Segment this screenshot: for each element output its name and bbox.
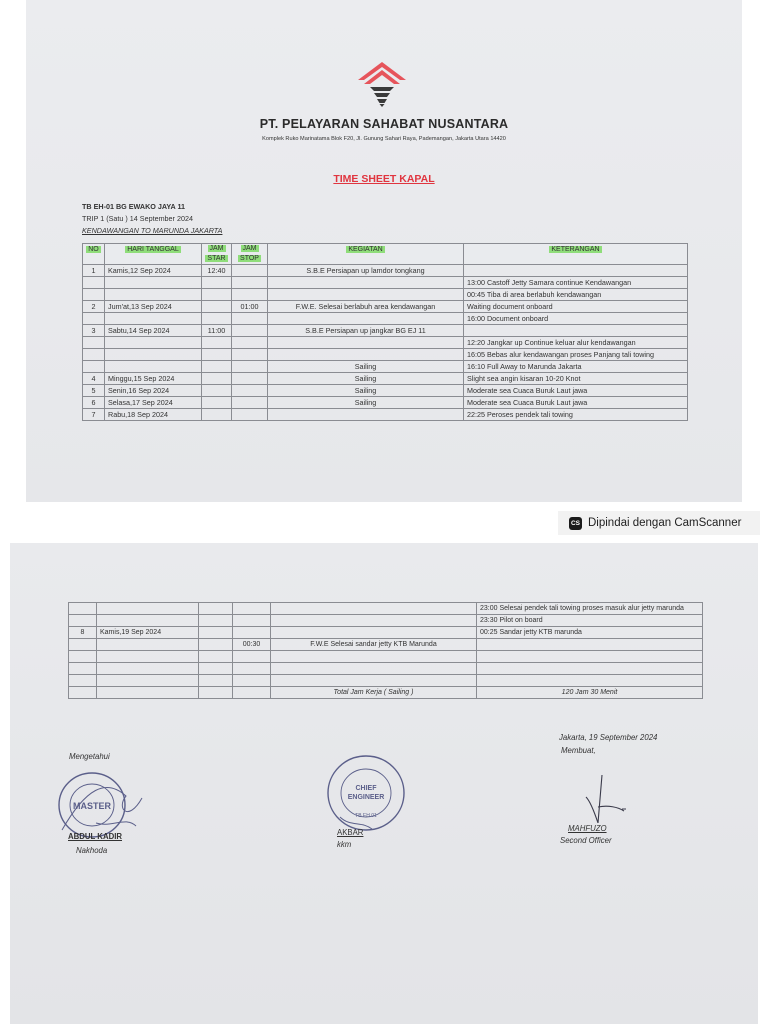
chief-engineer-name: AKBAR <box>337 828 364 837</box>
cell-stop <box>233 603 271 615</box>
table-row <box>83 349 688 361</box>
cell-start: 11:00 <box>202 325 232 337</box>
total-label: Total Jam Kerja ( Sailing ) <box>271 687 477 699</box>
cell-date <box>105 337 202 349</box>
master-role: Nakhoda <box>76 846 108 855</box>
document-title: TIME SHEET KAPAL <box>333 173 435 185</box>
cell-date: Sabtu,14 Sep 2024 <box>105 325 202 337</box>
cell-activity <box>268 313 464 325</box>
cell-start <box>199 615 233 627</box>
cell-stop: 01:00 <box>232 301 268 313</box>
cell-start <box>199 639 233 651</box>
cell-no: 2 <box>83 301 105 313</box>
cell-activity <box>268 349 464 361</box>
cell-date: Selasa,17 Sep 2024 <box>105 397 202 409</box>
cell-no <box>83 349 105 361</box>
svg-text:ENGINEER: ENGINEER <box>347 794 385 801</box>
cell-no: 1 <box>83 265 105 277</box>
table-row <box>69 663 703 675</box>
cell-date: Kamis,12 Sep 2024 <box>105 265 202 277</box>
table-row <box>83 409 688 421</box>
master-name: ABDUL KADIR <box>68 832 122 841</box>
cell-remarks: 16:00 Document onboard <box>464 313 688 325</box>
trip-info: TRIP 1 (Satu ) 14 September 2024 <box>82 214 193 223</box>
cell-start <box>202 337 232 349</box>
cell-remarks: Moderate sea Cuaca Buruk Laut jawa <box>464 385 688 397</box>
cell-start <box>202 277 232 289</box>
cell-no <box>83 337 105 349</box>
cell-stop: 00:30 <box>233 639 271 651</box>
cell-no: 8 <box>69 627 97 639</box>
cell-date <box>97 615 199 627</box>
camscanner-badge <box>558 511 760 535</box>
cell-activity: S.B.E Persiapan up lamdor tongkang <box>268 265 464 277</box>
cell-remarks: 16:05 Bebas alur kendawangan proses Panjang tali towing <box>464 349 688 361</box>
table-row <box>83 265 688 277</box>
cell-no <box>83 277 105 289</box>
time-sheet-page-1 <box>26 0 742 502</box>
cell-start <box>199 627 233 639</box>
cell-date <box>97 639 199 651</box>
cell-activity: F.W.E Selesai sandar jetty KTB Marunda <box>271 639 477 651</box>
table-row <box>83 373 688 385</box>
cell-start <box>199 603 233 615</box>
table-row <box>83 385 688 397</box>
table-row <box>83 337 688 349</box>
cell-stop <box>232 325 268 337</box>
table-row <box>69 651 703 663</box>
cell-remarks <box>464 325 688 337</box>
cell-activity <box>268 277 464 289</box>
camscanner-text: Dipindai dengan CamScanner <box>588 517 742 529</box>
cell-activity <box>271 603 477 615</box>
cell-stop <box>232 337 268 349</box>
cell-activity: Sailing <box>268 385 464 397</box>
cell-start <box>202 301 232 313</box>
total-value: 120 Jam 30 Menit <box>477 687 703 699</box>
cell-stop <box>232 313 268 325</box>
cell-stop <box>233 663 271 675</box>
total-row <box>69 687 703 699</box>
cell-stop <box>232 409 268 421</box>
cell-remarks: 12:20 Jangkar up Continue keluar alur kendawangan <box>464 337 688 349</box>
cell-activity <box>268 289 464 301</box>
cell-start <box>202 289 232 301</box>
header-remarks: KETERANGAN <box>464 244 688 265</box>
cell-date <box>97 651 199 663</box>
cell-date <box>97 663 199 675</box>
table-row <box>83 289 688 301</box>
cell-remarks: 00:45 Tiba di area berlabuh kendawangan <box>464 289 688 301</box>
timesheet-table <box>82 243 688 421</box>
cell-remarks: Waiting document onboard <box>464 301 688 313</box>
cell-activity <box>268 409 464 421</box>
time-sheet-page-2 <box>10 543 758 1024</box>
cell-start <box>199 675 233 687</box>
table-row <box>69 639 703 651</box>
table-row <box>69 627 703 639</box>
cell-stop <box>232 397 268 409</box>
cell-remarks <box>477 663 703 675</box>
cell-no: 3 <box>83 325 105 337</box>
company-logo-icon <box>356 60 408 108</box>
cell-activity: Sailing <box>268 373 464 385</box>
cell-no <box>69 639 97 651</box>
cell-activity <box>271 675 477 687</box>
table-row <box>69 615 703 627</box>
cell-start <box>202 409 232 421</box>
cell-remarks: 00:25 Sandar jetty KTB marunda <box>477 627 703 639</box>
cell-date <box>105 277 202 289</box>
cell-activity: Sailing <box>268 397 464 409</box>
cell-stop <box>233 627 271 639</box>
table-row <box>83 277 688 289</box>
cell-date <box>97 603 199 615</box>
cell-stop <box>232 277 268 289</box>
table-row <box>83 361 688 373</box>
cell-date <box>105 349 202 361</box>
second-officer-signature-icon <box>582 771 642 831</box>
cell-no <box>83 289 105 301</box>
svg-text:MASTER: MASTER <box>73 801 111 811</box>
cell-start <box>202 373 232 385</box>
cell-activity: Sailing <box>268 361 464 373</box>
cell-remarks: 13:00 Castoff Jetty Samara continue Kendawangan <box>464 277 688 289</box>
cell-activity <box>271 651 477 663</box>
cell-no: 7 <box>83 409 105 421</box>
vessel-name: TB EH-01 BG EWAKO JAYA 11 <box>82 202 186 211</box>
cell-no <box>69 651 97 663</box>
cell-no <box>69 615 97 627</box>
cell-stop <box>232 265 268 277</box>
table-row <box>83 313 688 325</box>
cell-stop <box>232 373 268 385</box>
table-header-row <box>83 244 688 265</box>
route-info: KENDAWANGAN TO MARUNDA JAKARTA <box>82 226 223 235</box>
cell-remarks <box>477 651 703 663</box>
table-row <box>83 397 688 409</box>
cell-no <box>83 361 105 373</box>
svg-text:TB EH 01: TB EH 01 <box>355 813 377 819</box>
cell-date: Rabu,18 Sep 2024 <box>105 409 202 421</box>
cell-remarks <box>477 639 703 651</box>
cell-remarks: Moderate sea Cuaca Buruk Laut jawa <box>464 397 688 409</box>
cell-stop <box>233 651 271 663</box>
cell-start <box>202 361 232 373</box>
chief-engineer-role: kkm <box>337 840 352 849</box>
place-date: Jakarta, 19 September 2024 <box>559 733 658 742</box>
cell-date: Jum'at,13 Sep 2024 <box>105 301 202 313</box>
cell-date: Minggu,15 Sep 2024 <box>105 373 202 385</box>
cell-stop <box>232 361 268 373</box>
cell-start <box>199 663 233 675</box>
acknowledged-label: Mengetahui <box>69 752 110 761</box>
svg-text:CHIEF: CHIEF <box>355 785 377 792</box>
cell-start <box>202 349 232 361</box>
cell-remarks <box>464 265 688 277</box>
cell-activity <box>271 627 477 639</box>
cell-no <box>69 603 97 615</box>
cell-stop <box>232 385 268 397</box>
cell-remarks: 23:30 Pilot on board <box>477 615 703 627</box>
cell-date: Kamis,19 Sep 2024 <box>97 627 199 639</box>
cell-no: 5 <box>83 385 105 397</box>
cell-start <box>202 397 232 409</box>
cell-date <box>97 675 199 687</box>
cell-start <box>202 313 232 325</box>
header-stop-time: JAM STOP <box>232 244 268 265</box>
company-name: PT. PELAYARAN SAHABAT NUSANTARA <box>259 117 509 131</box>
cell-start <box>199 651 233 663</box>
made-by-label: Membuat, <box>561 746 596 755</box>
cell-remarks <box>477 675 703 687</box>
chief-engineer-stamp-icon <box>322 751 412 837</box>
cell-activity: F.W.E. Selesai berlabuh area kendawangan <box>268 301 464 313</box>
second-officer-role: Second Officer <box>560 836 612 845</box>
table-row <box>83 325 688 337</box>
header-no: NO <box>83 244 105 265</box>
table-row <box>83 301 688 313</box>
cell-date <box>105 313 202 325</box>
cell-no: 6 <box>83 397 105 409</box>
header-date: HARI TANGGAL <box>105 244 202 265</box>
timesheet-table-continued <box>68 602 703 699</box>
company-address: Komplek Ruko Marinatama Blok F20, Jl. Gunung Sahari Raya, Pademangan, Jakarta Utara 14420 <box>262 136 506 142</box>
cell-remarks: 23:00 Selesai pendek tali towing proses masuk alur jetty marunda <box>477 603 703 615</box>
cell-start: 12:40 <box>202 265 232 277</box>
master-stamp-icon <box>56 768 148 842</box>
cell-activity: S.B.E Persiapan up jangkar BG EJ 11 <box>268 325 464 337</box>
cell-remarks: 22:25 Peroses pendek tali towing <box>464 409 688 421</box>
cell-remarks: 16:10 Full Away to Marunda Jakarta <box>464 361 688 373</box>
cell-stop <box>232 349 268 361</box>
cell-remarks: Slight sea angin kisaran 10-20 Knot <box>464 373 688 385</box>
cell-activity <box>271 615 477 627</box>
cell-stop <box>233 675 271 687</box>
header-activity: KEGIATAN <box>268 244 464 265</box>
cell-stop <box>233 615 271 627</box>
cell-no: 4 <box>83 373 105 385</box>
cell-no <box>69 675 97 687</box>
cell-date <box>105 289 202 301</box>
cell-stop <box>232 289 268 301</box>
cell-date <box>105 361 202 373</box>
cell-date: Senin,16 Sep 2024 <box>105 385 202 397</box>
camscanner-icon: CS <box>569 517 582 530</box>
cell-activity <box>268 337 464 349</box>
cell-start <box>202 385 232 397</box>
table-row <box>69 603 703 615</box>
second-officer-name: MAHFUZO <box>568 824 607 833</box>
header-start-time: JAM STAR <box>202 244 232 265</box>
table-row <box>69 675 703 687</box>
cell-no <box>69 663 97 675</box>
cell-no <box>83 313 105 325</box>
cell-activity <box>271 663 477 675</box>
